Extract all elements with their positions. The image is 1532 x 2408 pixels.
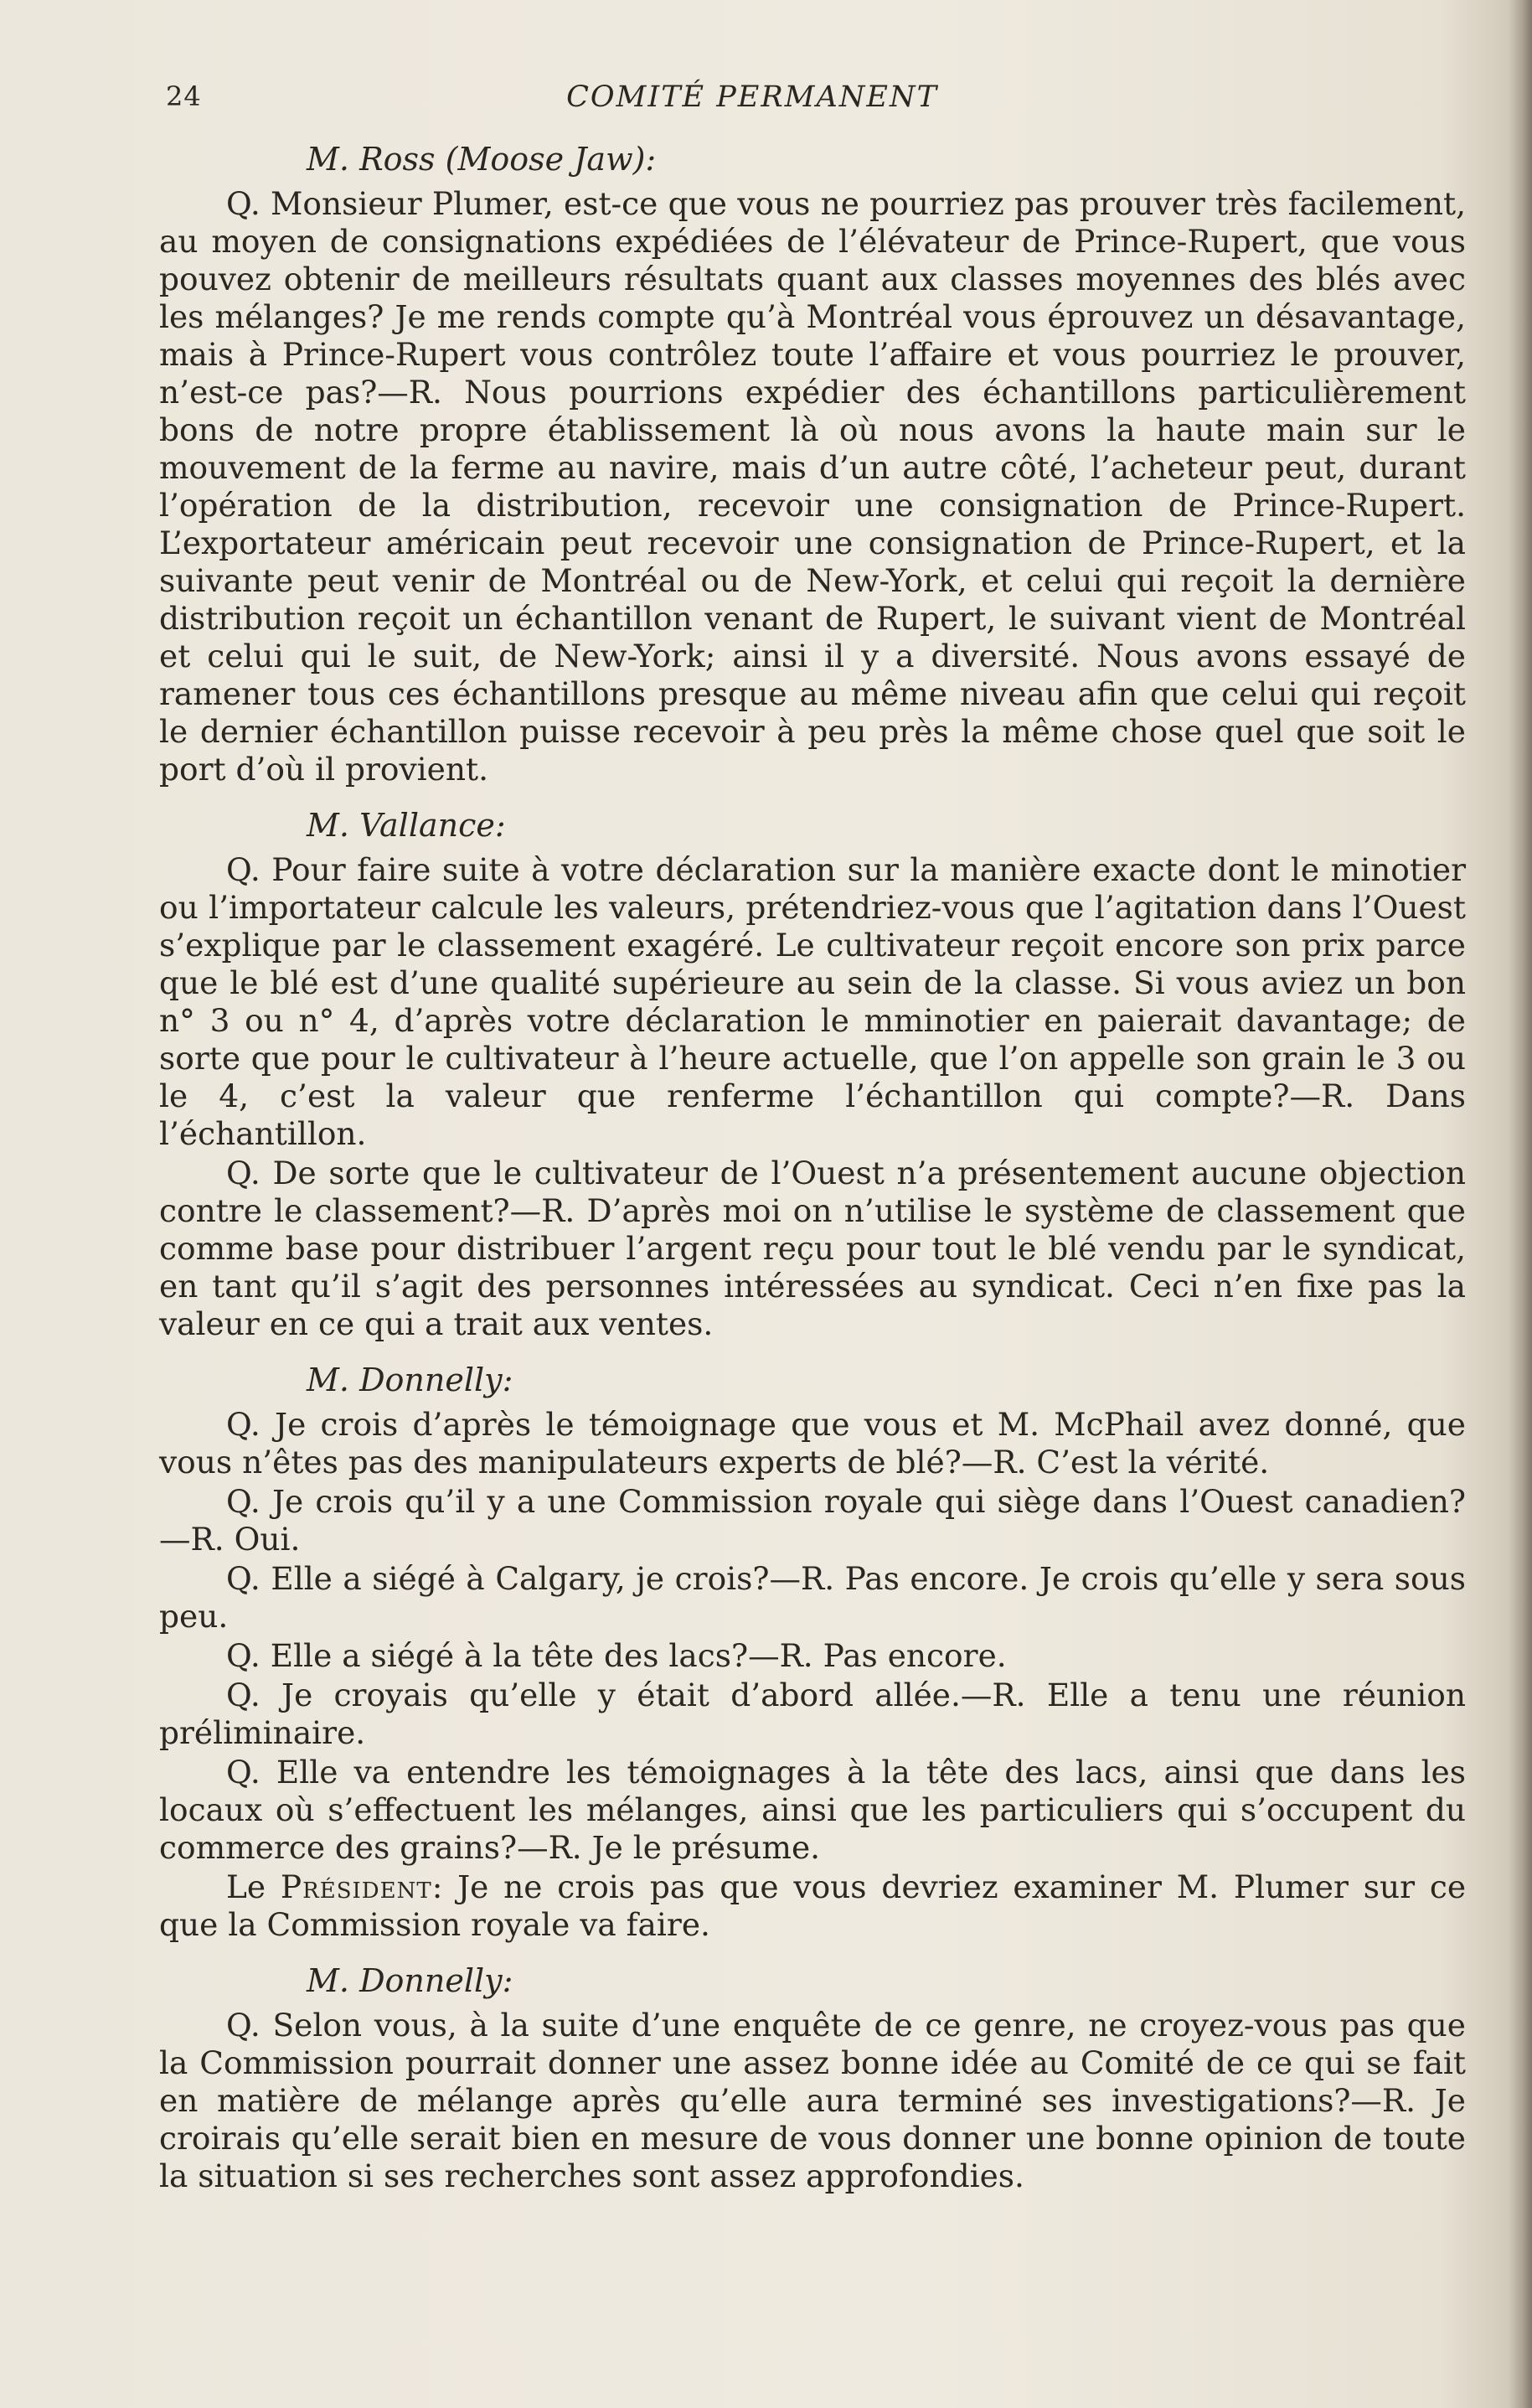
speaker-heading: M. Vallance: <box>307 807 506 844</box>
president-label: Président <box>280 1868 432 1905</box>
president-remark <box>159 1868 1466 1944</box>
paragraph: Q. Pour faire suite à votre déclaration sur la manière exacte dont le minotier ou l’importateur calcule les valeurs, prétendriez-vous que l’agitation dans l’Ouest s’explique par le classement exagéré. Le cultivateur reçoit encore son prix parce que le blé est d’une qualité supérieure au sein de la classe. Si vous aviez un bon n° 3 ou n° 4, d’après votre déclaration le mminotier en paierait davantage; de sorte que pour le cultivateur à l’heure actuelle, que l’on appelle son grain le 3 ou le 4, c’est la valeur que renferme l’échantillon qui compte?—R. Dans l’échantillon. <box>159 851 1466 1152</box>
paragraph: Q. Selon vous, à la suite d’une enquête de ce genre, ne croyez-vous pas que la Commission pourrait donner une assez bonne idée au Comité de ce qui se fait en matière de mélange après qu’elle aura terminé ses investigations?—R. Je croirais qu’elle serait bien en mesure de vous donner une bonne opinion de toute la situation si ses recherches sont assez approfondies. <box>159 2007 1466 2194</box>
paragraph: Q. Elle a siégé à Calgary, je crois?—R. Pas encore. Je crois qu’elle y sera sous peu. <box>159 1560 1466 1635</box>
running-head: COMITÉ PERMANENT <box>566 80 938 114</box>
page-header <box>166 80 1456 122</box>
page-edge-shadow <box>1509 0 1532 2408</box>
speaker-heading: M. Donnelly: <box>307 1962 513 1999</box>
speaker-heading: M. Ross (Moose Jaw): <box>307 141 657 178</box>
document-body <box>159 141 1466 2195</box>
paragraph: Q. De sorte que le cultivateur de l’Ouest n’a présentement aucune objection contre le classement?—R. D’après moi on n’utilise le système de classement que comme base pour distribuer l’argent reçu pour tout le blé vendu par le syndicat, en tant qu’il s’agit des personnes intéressées au syndicat. Ceci n’en fixe pas la valeur en ce qui a trait aux ventes. <box>159 1155 1466 1342</box>
paragraph: Q. Je crois qu’il y a une Commission royale qui siège dans l’Ouest canadien?—R. Oui. <box>159 1483 1466 1558</box>
paragraph: Q. Elle a siégé à la tête des lacs?—R. Pas encore. <box>226 1637 1007 1674</box>
paragraph: Q. Monsieur Plumer, est-ce que vous ne pourriez pas prouver très facilement, au moyen de consignations expédiées de l’élévateur de Prince-Rupert, que vous pouvez obtenir de meilleurs résultats quant aux classes moyennes des blés avec les mélanges? Je me rends compte qu’à Montréal vous éprouvez un désavantage, mais à Prince-Rupert vous contrôlez toute l’affaire et vous pourriez le prouver, n’est-ce pas?—R. Nous pourrions expédier des échantillons particulièrement bons de notre propre établissement là où nous avons la haute main sur le mouvement de la ferme au navire, mais d’un autre côté, l’acheteur peut, durant l’opération de la distribution, recevoir une consignation de Prince-Rupert. L’exportateur américain peut recevoir une consignation de Prince-Rupert, et la suivante peut venir de Montréal ou de New-York, et celui qui reçoit la dernière distribution reçoit un échantillon venant de Rupert, le suivant vient de Montréal et celui qui le suit, de New-York; ainsi il y a diversité. Nous avons essayé de ramener tous ces échantillons presque au même niveau afin que celui qui reçoit le dernier échantillon puisse recevoir à peu près la même chose quel que soit le port d’où il provient. <box>159 185 1466 788</box>
paragraph: Q. Je crois d’après le témoignage que vous et M. McPhail avez donné, que vous n’êtes pas des manipulateurs experts de blé?—R. C’est la vérité. <box>159 1406 1466 1480</box>
president-text: : Je ne crois pas que vous devriez examiner M. Plumer sur ce que la Commission royale va faire. <box>159 1868 1467 1943</box>
page-number: 24 <box>166 80 202 112</box>
speaker-heading: M. Donnelly: <box>307 1362 513 1398</box>
president-lead: Le <box>226 1868 281 1905</box>
paragraph: Q. Elle va entendre les témoignages à la tête des lacs, ainsi que dans les locaux où s’effectuent les mélanges, ainsi que les particuliers qui s’occupent du commerce des grains?—R. Je le présume. <box>159 1754 1466 1866</box>
paragraph: Q. Je croyais qu’elle y était d’abord allée.—R. Elle a tenu une réunion préliminaire. <box>159 1677 1466 1751</box>
